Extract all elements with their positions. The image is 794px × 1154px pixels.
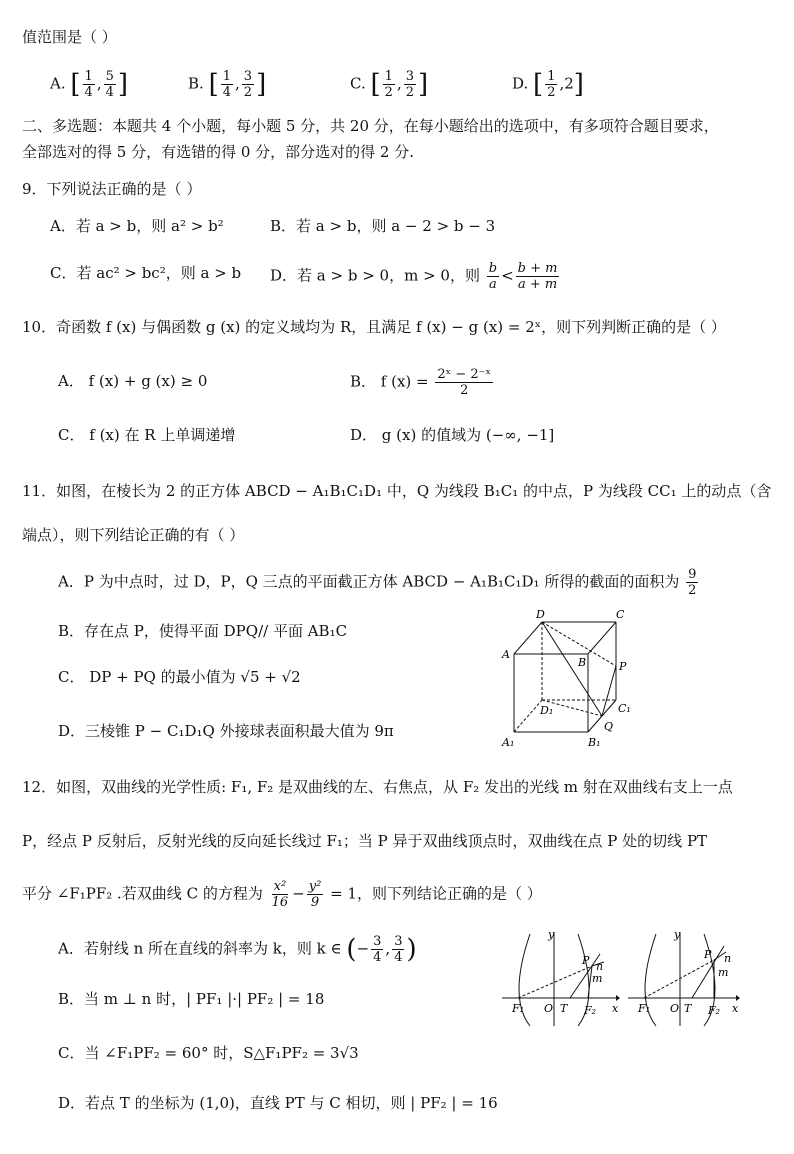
question-11-stem-line-2: 端点），则下列结论正确的有（ ） <box>22 526 245 544</box>
q10-option-a: A． f (x) + g (x) ≥ 0 <box>58 372 208 390</box>
cube-label-q: Q <box>604 720 614 733</box>
q12-option-b: B．当 m ⊥ n 时，| PF₁ |·| PF₂ | = 18 <box>58 990 325 1008</box>
label-t-right: T <box>684 1002 692 1015</box>
q12-option-c: C．当 ∠F₁PF₂ = 60° 时，S△F₁PF₂ = 3√3 <box>58 1044 359 1062</box>
q11-option-b: B．存在点 P，使得平面 DPQ// 平面 AB₁C <box>58 622 348 640</box>
question-9-stem: 9．下列说法正确的是（ ） <box>22 180 202 198</box>
cube-label-c: C <box>616 608 625 621</box>
question-11-stem-line-1: 11．如图，在棱长为 2 的正方体 ABCD − A₁B₁C₁D₁ 中，Q 为线段 B₁C₁ 的中点，P 为线段 CC₁ 上的动点（含 <box>22 482 772 500</box>
axis-label-x-left: x <box>612 1002 619 1015</box>
cube-label-a1: A₁ <box>502 736 515 749</box>
cube-label-b1: B₁ <box>588 736 601 749</box>
cube-label-d1: D₁ <box>540 704 554 717</box>
axis-label-y-right: y <box>674 928 681 941</box>
question-12-stem-line-1: 12．如图，双曲线的光学性质: F₁, F₂ 是双曲线的左、右焦点，从 F₂ 发出的光线 m 射在双曲线右支上一点 <box>22 778 733 796</box>
q9-option-d: D．若 a > b > 0，m > 0，则 $\frac{b}{a}$ < $\frac{b + m}{a + m}$ <box>270 261 558 292</box>
label-f2-right: F₂ <box>708 1004 721 1017</box>
cube-figure <box>500 608 650 758</box>
q9-option-c: C．若 ac² > bc²，则 a > b <box>50 264 242 282</box>
q8-option-a: A. [ $\frac{1}{4}$ , $\frac{5}{4}$ ] <box>50 69 129 100</box>
q8-option-d: D. [ $\frac{1}{2}$ ,2] <box>512 69 584 100</box>
label-f1-left: F₁ <box>512 1002 525 1015</box>
section-2-heading-line-2: 全部选对的得 5 分，有选错的得 0 分，部分选对的得 2 分. <box>22 143 415 161</box>
question-12-stem-line-3: 平分 ∠F₁PF₂ .若双曲线 C 的方程为 $\frac{\text{x²}}{16}$ − $\frac{\text{y²}}{9}$ = 1，则下列结论正确的是（ ） <box>22 879 542 910</box>
axis-label-y-left: y <box>548 928 555 941</box>
cube-label-b: B <box>578 656 587 669</box>
label-n-right: n <box>724 952 732 965</box>
question-10-stem: 10．奇函数 f (x) 与偶函数 g (x) 的定义域均为 R，且满足 f (x) − g (x) = 2ˣ，则下列判断正确的是（ ） <box>22 318 726 336</box>
cube-label-a: A <box>502 648 510 661</box>
hyperbola-figure-left <box>500 928 620 1028</box>
label-p-left: P <box>582 954 590 967</box>
label-o-right: O <box>670 1002 680 1015</box>
q12-option-a: A．若射线 n 所在直线的斜率为 k，则 k ∈ (− $\frac{3}{4}$ , $\frac{3}{4}$ ) <box>58 934 417 965</box>
q8-option-b: B. [ $\frac{1}{4}$ , $\frac{3}{2}$ ] <box>188 69 267 100</box>
label-f1-right: F₁ <box>638 1002 651 1015</box>
q11-option-a: A．P 为中点时，过 D，P，Q 三点的平面截正方体 ABCD − A₁B₁C₁D₁ 所得的截面的面积为 $\frac{9}{2}$ <box>58 567 697 598</box>
label-o-left: O <box>544 1002 554 1015</box>
question-8-stem-tail: 值范围是（ ） <box>22 28 117 46</box>
label-m-left: m <box>592 972 603 985</box>
q10-option-b: B． f (x) = $\frac{\text{2ˣ − 2⁻ˣ}}{2}$ <box>350 367 491 398</box>
q9-option-b: B．若 a > b，则 a − 2 > b − 3 <box>270 217 496 235</box>
cube-label-p: P <box>619 660 627 673</box>
q10-option-d: D． g (x) 的值域为 (−∞, −1] <box>350 426 555 444</box>
q8-option-c: C. [ $\frac{1}{2}$ , $\frac{3}{2}$ ] <box>350 69 429 100</box>
q12-option-d: D．若点 T 的坐标为 (1,0)，直线 PT 与 C 相切，则 | PF₂ | = 16 <box>58 1094 498 1112</box>
label-p-right: P <box>704 948 712 961</box>
question-12-stem-line-2: P，经点 P 反射后，反射光线的反向延长线过 F₁；当 P 异于双曲线顶点时，双曲线在点 P 处的切线 PT <box>22 832 708 850</box>
q11-option-c: C． DP + PQ 的最小值为 √5 + √2 <box>58 668 301 686</box>
cube-label-d: D <box>536 608 545 621</box>
hyperbola-figure-right <box>626 928 746 1028</box>
label-m-right: m <box>718 966 729 979</box>
q10-option-c: C． f (x) 在 R 上单调递增 <box>58 426 236 444</box>
cube-label-c1: C₁ <box>618 702 631 715</box>
q9-option-a: A．若 a > b，则 a² > b² <box>50 217 224 235</box>
label-t-left: T <box>560 1002 568 1015</box>
label-n-left: n <box>596 960 604 973</box>
q11-option-d: D．三棱锥 P − C₁D₁Q 外接球表面积最大值为 9π <box>58 722 394 740</box>
section-2-heading-line-1: 二、多选题：本题共 4 个小题，每小题 5 分，共 20 分，在每小题给出的选项中，有多项符合题目要求， <box>22 117 719 135</box>
label-f2-left: F₂ <box>584 1004 597 1017</box>
axis-label-x-right: x <box>732 1002 739 1015</box>
